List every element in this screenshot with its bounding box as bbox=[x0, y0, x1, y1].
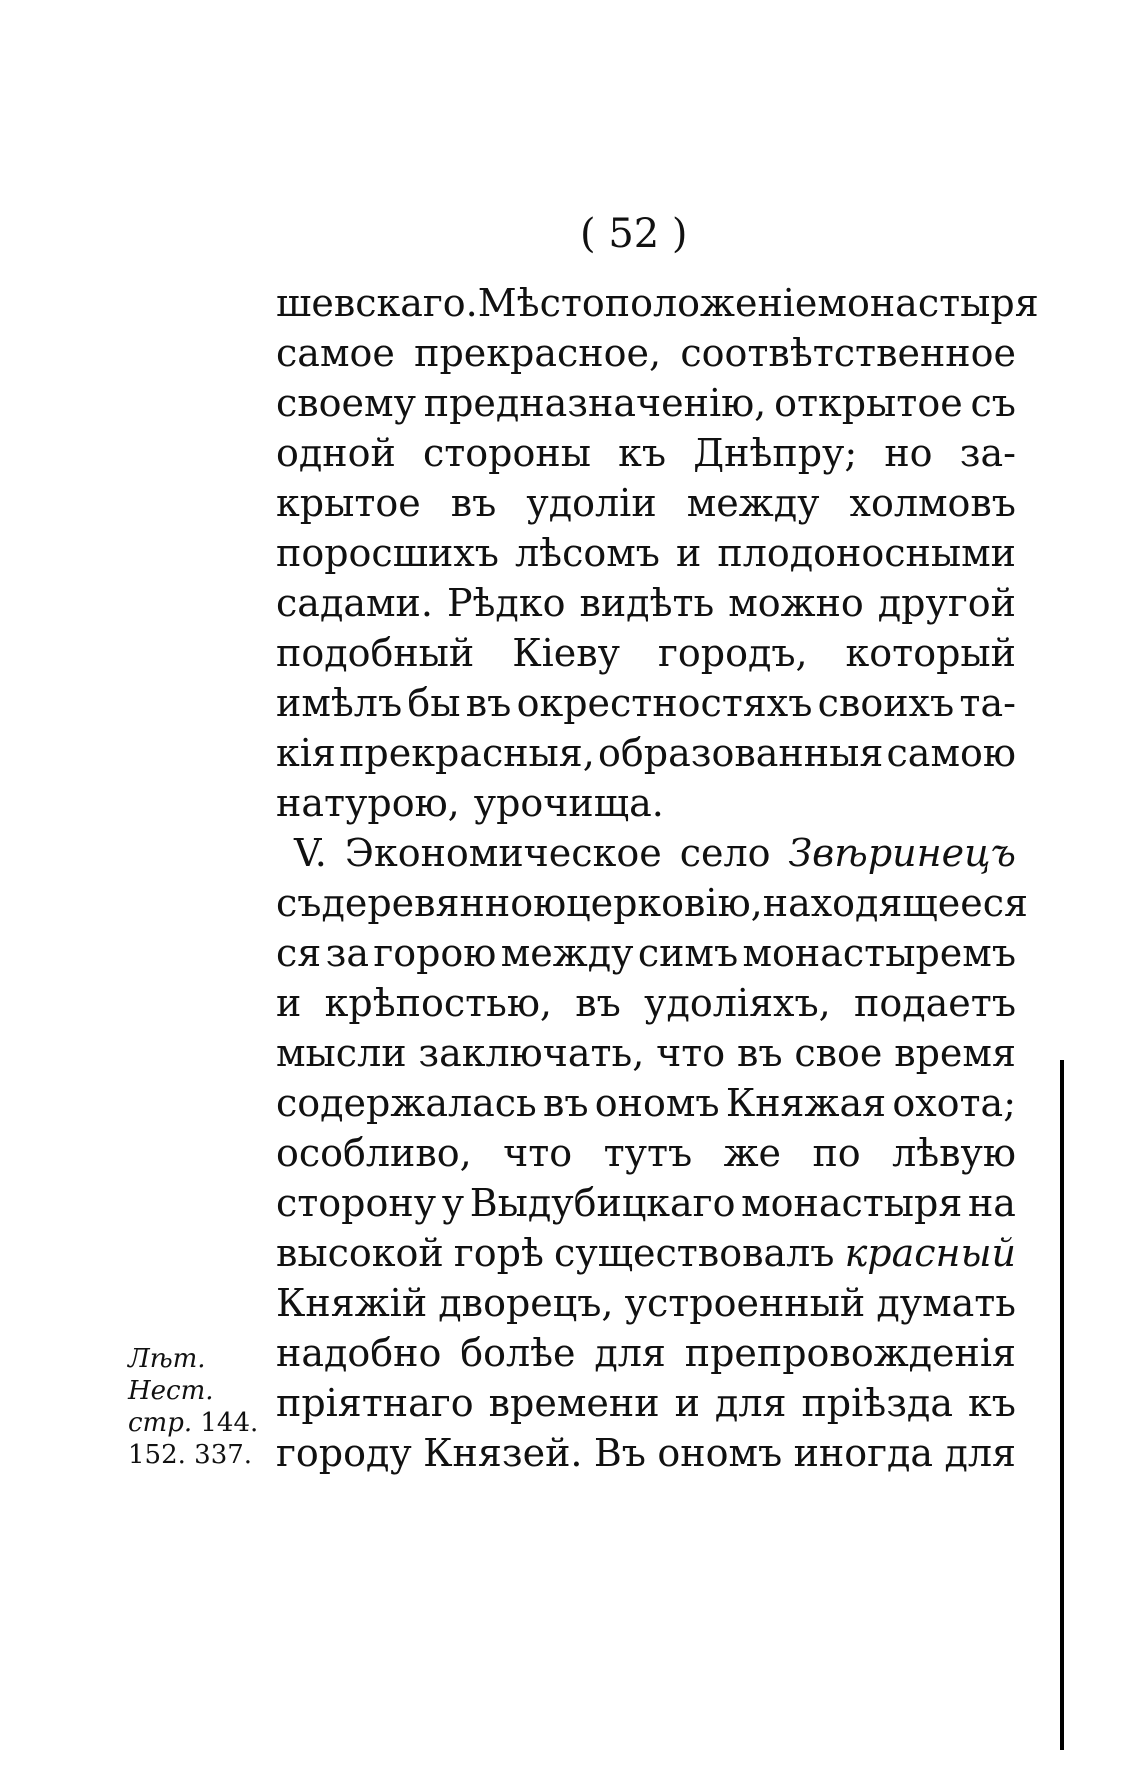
word: крѣпостью, bbox=[324, 981, 552, 1025]
word: въ bbox=[465, 681, 512, 725]
word: Князей. bbox=[423, 1431, 583, 1475]
word: но bbox=[884, 431, 933, 475]
text-line bbox=[276, 328, 1016, 378]
word: для bbox=[714, 1381, 787, 1425]
word: холмовъ bbox=[849, 481, 1016, 525]
word: натурою, bbox=[276, 781, 460, 825]
word: городъ, bbox=[657, 631, 808, 675]
word: что bbox=[503, 1131, 573, 1175]
text-line bbox=[276, 1378, 1016, 1428]
text-line bbox=[276, 1128, 1016, 1178]
word: ся bbox=[276, 931, 322, 975]
word: открытое bbox=[774, 381, 963, 425]
word: препровожденія bbox=[684, 1331, 1016, 1375]
word: устроенный bbox=[624, 1281, 866, 1325]
word: другой bbox=[877, 581, 1016, 625]
word: городу bbox=[276, 1431, 412, 1475]
word: удоліяхъ, bbox=[644, 981, 831, 1025]
word: въ bbox=[575, 981, 621, 1025]
text-line bbox=[276, 1178, 1016, 1228]
scan-edge-rule bbox=[1060, 1060, 1064, 1750]
paragraph bbox=[276, 828, 1028, 1478]
marginal-note-abbrev: стр. bbox=[128, 1408, 193, 1438]
word: для bbox=[594, 1331, 666, 1375]
word: который bbox=[845, 631, 1016, 675]
word: горою bbox=[373, 931, 497, 975]
word: кія bbox=[276, 731, 336, 775]
word: село bbox=[679, 831, 771, 875]
word: крытое bbox=[276, 481, 421, 525]
word: для bbox=[944, 1431, 1016, 1475]
word: самою bbox=[886, 731, 1016, 775]
word: своихъ bbox=[817, 681, 955, 725]
word: прекрасное, bbox=[414, 331, 662, 375]
word: монастыря bbox=[741, 1181, 963, 1225]
text-line bbox=[276, 878, 1028, 928]
word: образованныя bbox=[598, 731, 884, 775]
text-line bbox=[276, 928, 1016, 978]
word: думать bbox=[876, 1281, 1016, 1325]
word: къ bbox=[618, 431, 667, 475]
word: самое bbox=[276, 331, 395, 375]
word: монастыремъ bbox=[742, 931, 1016, 975]
word: шевскаго. bbox=[276, 281, 478, 325]
word: Днѣпру; bbox=[693, 431, 858, 475]
word: окрестностяхъ bbox=[516, 681, 813, 725]
word: соотвѣтственное bbox=[680, 331, 1016, 375]
word: дворецъ, bbox=[438, 1281, 614, 1325]
word: пріѣзда bbox=[801, 1381, 953, 1425]
word: и bbox=[674, 1381, 700, 1425]
word: Княжая bbox=[725, 1081, 887, 1125]
word: ономъ bbox=[594, 1081, 720, 1125]
word: находящееся bbox=[762, 881, 1028, 925]
word: къ bbox=[968, 1381, 1016, 1425]
text-line bbox=[276, 378, 1016, 428]
text-line bbox=[276, 728, 1016, 778]
word: Экономическое bbox=[344, 831, 662, 875]
word: Въ bbox=[593, 1431, 646, 1475]
paragraph bbox=[276, 278, 1039, 828]
word: между bbox=[686, 481, 820, 525]
marginal-note-line: 152. 337. bbox=[128, 1440, 253, 1470]
word: монастыря bbox=[817, 281, 1039, 325]
word: пріятнаго bbox=[276, 1381, 474, 1425]
text-line bbox=[276, 528, 1016, 578]
word: въ bbox=[736, 1031, 783, 1075]
word: церковію, bbox=[566, 881, 763, 925]
word: въ bbox=[542, 1081, 589, 1125]
word: прекрасныя, bbox=[339, 731, 595, 775]
word: на bbox=[967, 1181, 1016, 1225]
marginal-note-line: Лѣт. bbox=[128, 1344, 206, 1374]
word: и bbox=[276, 981, 302, 1025]
text-line bbox=[276, 678, 1016, 728]
word: красный bbox=[844, 1231, 1016, 1275]
word: надобно bbox=[276, 1331, 442, 1375]
marginal-note bbox=[128, 1343, 258, 1471]
word: V. bbox=[294, 831, 327, 875]
text-line bbox=[276, 578, 1016, 628]
word: у bbox=[441, 1181, 465, 1225]
text-line bbox=[276, 428, 1016, 478]
word: та- bbox=[959, 681, 1016, 725]
marginal-note-line: Нест. bbox=[128, 1376, 214, 1406]
word: свое bbox=[794, 1031, 883, 1075]
text-line bbox=[276, 778, 1016, 828]
word: съ bbox=[970, 381, 1016, 425]
word: урочища. bbox=[473, 781, 664, 825]
word: Кіеву bbox=[512, 631, 621, 675]
word: тутъ bbox=[603, 1131, 693, 1175]
word: горѣ bbox=[453, 1231, 544, 1275]
word: по bbox=[812, 1131, 861, 1175]
word: деревянною bbox=[321, 881, 567, 925]
word: содержалась bbox=[276, 1081, 537, 1125]
text-line bbox=[276, 628, 1016, 678]
text-line bbox=[276, 1328, 1016, 1378]
word: болѣе bbox=[460, 1331, 576, 1375]
word: Рѣдко bbox=[446, 581, 566, 625]
word: поросшихъ bbox=[276, 531, 499, 575]
word: особливо, bbox=[276, 1131, 472, 1175]
text-line bbox=[276, 828, 1016, 878]
word: что bbox=[656, 1031, 726, 1075]
word: видѣть bbox=[579, 581, 715, 625]
word: охота; bbox=[892, 1081, 1016, 1125]
text-line bbox=[276, 1278, 1016, 1328]
word: высокой bbox=[276, 1231, 444, 1275]
word: лѣсомъ bbox=[515, 531, 660, 575]
word: Звѣринецъ bbox=[788, 831, 1016, 875]
text-line bbox=[276, 1428, 1016, 1478]
word: подобный bbox=[276, 631, 475, 675]
page-number: ( 52 ) bbox=[580, 211, 688, 257]
text-line bbox=[276, 478, 1016, 528]
word: Выдубицкаго bbox=[469, 1181, 736, 1225]
word: за- bbox=[959, 431, 1016, 475]
word: и bbox=[676, 531, 702, 575]
marginal-note-line bbox=[128, 1407, 258, 1439]
word: плодоносными bbox=[717, 531, 1016, 575]
word: времени bbox=[488, 1381, 660, 1425]
word: заключать, bbox=[418, 1031, 645, 1075]
body-text bbox=[276, 278, 1039, 1478]
word: можно bbox=[728, 581, 864, 625]
word: лѣвую bbox=[892, 1131, 1016, 1175]
word: бы bbox=[407, 681, 461, 725]
text-line bbox=[276, 1228, 1016, 1278]
word: существовалъ bbox=[554, 1231, 835, 1275]
text-line bbox=[276, 978, 1016, 1028]
word: садами. bbox=[276, 581, 433, 625]
word: ономъ bbox=[657, 1431, 783, 1475]
word: имѣлъ bbox=[276, 681, 403, 725]
marginal-note-number: 144. bbox=[200, 1408, 259, 1438]
word: между bbox=[500, 931, 634, 975]
text-line bbox=[276, 1078, 1016, 1128]
word: въ bbox=[450, 481, 497, 525]
word: за bbox=[325, 931, 369, 975]
word: предназначенію, bbox=[423, 381, 767, 425]
word: удоліи bbox=[526, 481, 657, 525]
word: же bbox=[723, 1131, 782, 1175]
word: подаетъ bbox=[854, 981, 1016, 1025]
text-line bbox=[276, 278, 1039, 328]
word: симъ bbox=[637, 931, 739, 975]
text-line bbox=[276, 1028, 1016, 1078]
word: иногда bbox=[793, 1431, 934, 1475]
word: время bbox=[894, 1031, 1016, 1075]
word: одной bbox=[276, 431, 396, 475]
word: съ bbox=[276, 881, 322, 925]
word: своему bbox=[276, 381, 416, 425]
word: сторону bbox=[276, 1181, 437, 1225]
word: мысли bbox=[276, 1031, 407, 1075]
word: Мѣстоположеніе bbox=[477, 281, 818, 325]
word: Княжій bbox=[276, 1281, 428, 1325]
word: стороны bbox=[422, 431, 591, 475]
